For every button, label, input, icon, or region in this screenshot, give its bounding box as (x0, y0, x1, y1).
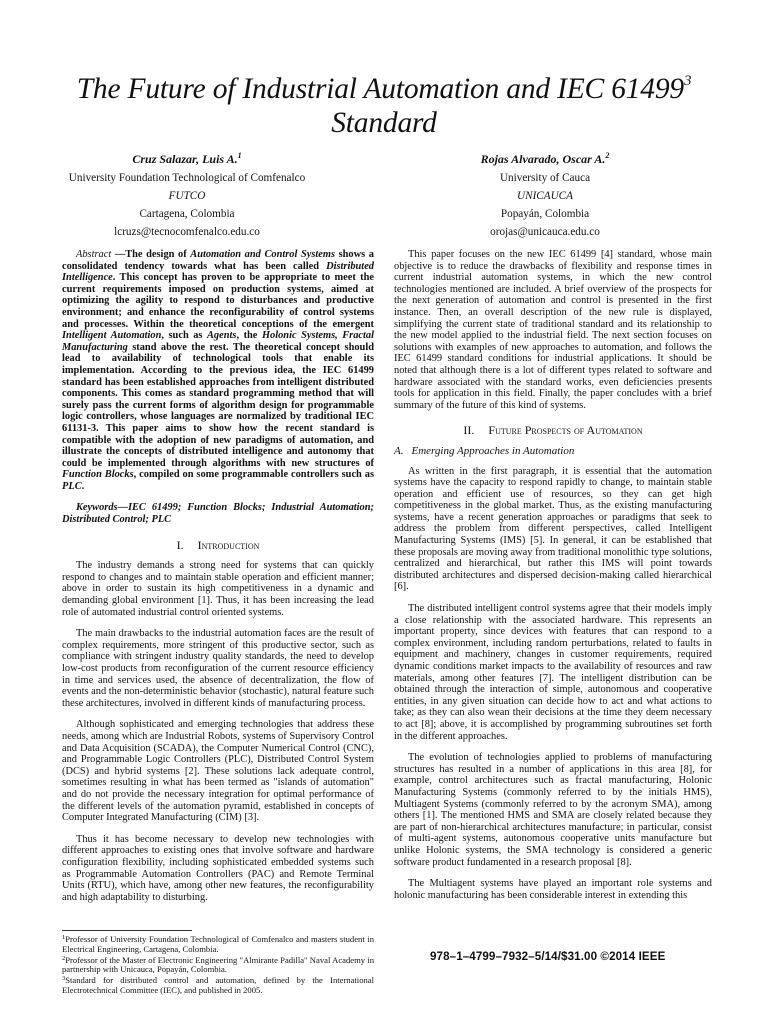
copyright-price-line: 978–1–4799–7932–5/14/$31.00 ©2014 IEEE (430, 950, 666, 963)
paragraph: The distributed intelligent control systems agree that their models imply a close relationship with the associated hardware. This represents an important property, since devices with features that can respond to a complex environment, including random perturbations, related to faults in equipment and machinery, changes in customer requirements, required dynamic conditions market impacts to the availability of resources and raw materials, among other features [7]. The intelligent distribution can be obtained through the interaction of simple, autonomous and cooperative entities, in any given situation can decide how to act and what actions to take; as they can also wean their decisions at the time they deem necessary to act [8]; above, it is accomplished by programming subroutines set forth in the different approaches. (394, 603, 712, 742)
author-org: UNICAUCA (517, 190, 573, 202)
paragraph: This paper focuses on the new IEC 61499 [4] standard, whose main objective is to reduce the drawbacks of flexibility and response times in current industrial automation systems, in which the new control technologies mentioned are included. A brief overview of the prospects for the next generation of automation and control is presented in the first instance. Then, an overall description of the new rule is displayed, simplifying the current state of traditional standard and its relationship to the new model applied to the industrial field. The next section focuses on solutions with examples of new approaches to automation, and follows the IEC 61499 standard conditions for industrial applications. It should be noted that although there is a lot of different types related to software and hardware associated with the standard works, even deficiencies presents tools for application in this field. Finally, the paper concludes with a brief summary of the future of this kind of systems. (394, 249, 712, 411)
subsection-heading: A. Emerging Approaches in Automation (394, 444, 575, 457)
paper-title (0, 72, 768, 140)
author-affiliation: University Foundation Technological of Comfenalco (68, 172, 306, 184)
paragraph: The evolution of technologies applied to problems of manufacturing structures has resulted in a number of applications in this area [8], for example, control architectures such as fractal manufacturing, Holonic Manufacturing Systems (commonly referred to by the initials HMS), Multiagent Systems (commonly referred to by the acronym SMA), among others [1]. The mentioned HMS and SMA are closely related because they are part of non-hierarchical architectures manufacture; in particular, consist of multi-agent systems, autonomous cooperative units manufacture but unlike Holonic systems, the SMA technology is considered a generic software product fundamented in a research proposal [8]. (394, 752, 712, 868)
author-name: Cruz Salazar, Luis A.$^1$ (132, 151, 242, 166)
author-footnote-mark: 1 (237, 151, 242, 160)
section-heading-introduction: I. Introduction (176, 537, 260, 552)
paragraph: Although sophisticated and emerging technologies that address these needs, among which are Industrial Robots, systems of Supervisory Control and Data Acquisition (SCADA), the Computer Numerical Control (CNC), and Programmable Logic Controllers (PLC), Distributed Control System (DCS) and hybrid systems [2]. These solutions lack adequate control, sometimes resulting in what has been termed as "islands of automation" and do not provide the necessary integration for optimal performance of the different levels of the automation pyramid, established in concepts of Computer Integrated Manufacturing (CIM) [3]. (62, 719, 374, 824)
author-footnote-mark: 2 (605, 151, 610, 160)
title-footnote-mark: 3 (683, 73, 692, 89)
author-block-2 (380, 150, 710, 241)
author-location: Popayán, Colombia (500, 208, 590, 220)
author-org: FUTCO (168, 190, 206, 202)
paragraph: As written in the first paragraph, it is essential that the automation systems have the capacity to respond rapidly to change, to maintain stable operation and efficient use of resources, so they can get high competitiveness in the global market. Thus, as the existing manufacturing systems, have a recent generation approaches or paradigms that seek to address the problem from different perspectives, called Intelligent Manufacturing Systems (IMS) [5]. In general, it can be established that these proposals are moving away from traditional monolithic type solutions, centralized and hierarchical, but rather this IMS will point towards distributed architectures and dispersed decision-making called hierarchical [6]. (394, 465, 712, 593)
footnote: $^3$Standard for distributed control and automation, defined by the International Electrotechnical Committee (IEC), and published in 2005. (62, 975, 374, 995)
section-heading-future-prospects: II. Future Prospects of Automation (463, 423, 643, 438)
paragraph: The main drawbacks to the industrial automation faces are the result of complex requirements, more stringent of this productive sector, such as compliance with stringent industry quality standards, the need to develop low-cost products from reconfiguration of the current resource efficiency in time and services used, the absence of decentralization, the flow of events and the non-deterministic behavior (stochastic), natural feature such these architectures, involved in different kinds of manufacturing process. (62, 628, 374, 709)
author-location: Cartagena, Colombia (139, 208, 235, 220)
author-name: Rojas Alvarado, Oscar A.$^2$ (480, 151, 610, 166)
abstract: Abstract —The design of Automation and Control Systems shows a consolidated tendency towards what has been called Distributed Intelligence. This concept has proven to be appropriate to meet the current requirements imposed on production systems, aimed at optimizing the agility to respond to disturbances and productive environment; and enhance the reconfigurability of control systems and processes. Within the theoretical conceptions of the emergent Intelligent Automation, such as Agents, the Holonic Systems, Fractal Manufacturing stand above the rest. The theoretical concept should lead to availability of technological tools that enable its implementation. According to the previous idea, the IEC 61499 standard has been established approaches from intelligent distributed components. This comes as standard programming method that will surely pass the current forms of algorithm design for programmable logic controllers, whose languages are normalized by traditional IEC 61131-3. This paper aims to show how the recent standard is compatible with the adoption of new paradigms of automation, and illustrate the concepts of distributed intelligence and autonomy that could be implemented through algorithms with new structures of Function Blocks, compiled on some programmable controllers such as PLC. (62, 249, 375, 492)
paragraph: Thus it has become necessary to develop new technologies with different approaches to existing ones that involve software and hardware configuration flexibility, including sophisticated embedded systems such as Programmable Automation Controllers (PAC) and Remote Terminal Units (RTU), which have, among other new features, the reconfigurability and high adaptability to disturbing. (62, 833, 374, 903)
footnote: $^1$Professor of University Foundation Technological of Comfenalco and masters student in Electrical Engineering, Cartagena, Colombia. (62, 934, 374, 954)
paragraph: The Multiagent systems have played an important role systems and holonic manufacturing has been considerable interest in extending this (394, 878, 712, 901)
paragraph: The industry demands a strong need for systems that can quickly respond to changes and to maintain stable operation and efficient manner; above in order to sustain its high competitiveness in a dynamic and demanding global environment [1]. Thus, it has been increasing the lead role of automated industrial control oriented systems. (62, 560, 374, 618)
footnote: $^2$Professor of the Master of Electronic Engineering "Almirante Padilla" Naval Academy in partnership with Unicauca, Popayán, Colombia. (62, 954, 374, 975)
paper-title-line2: Standard (331, 107, 437, 139)
footnotes (62, 930, 374, 997)
footnote-divider (62, 930, 192, 931)
right-column (394, 249, 712, 911)
author-affiliation: University of Cauca (499, 172, 591, 184)
left-column (62, 249, 374, 913)
paper-title-line1: The Future of Industrial Automation and IEC 61499 (76, 73, 684, 105)
keywords: Keywords—IEC 61499; Function Blocks; Industrial Automation; Distributed Control; PLC (62, 502, 374, 526)
author-email: lcruzs@tecnocomfenalco.edu.co (114, 226, 260, 238)
author-block-1 (22, 150, 352, 241)
author-email: orojas@unicauca.edu.co (490, 226, 600, 238)
